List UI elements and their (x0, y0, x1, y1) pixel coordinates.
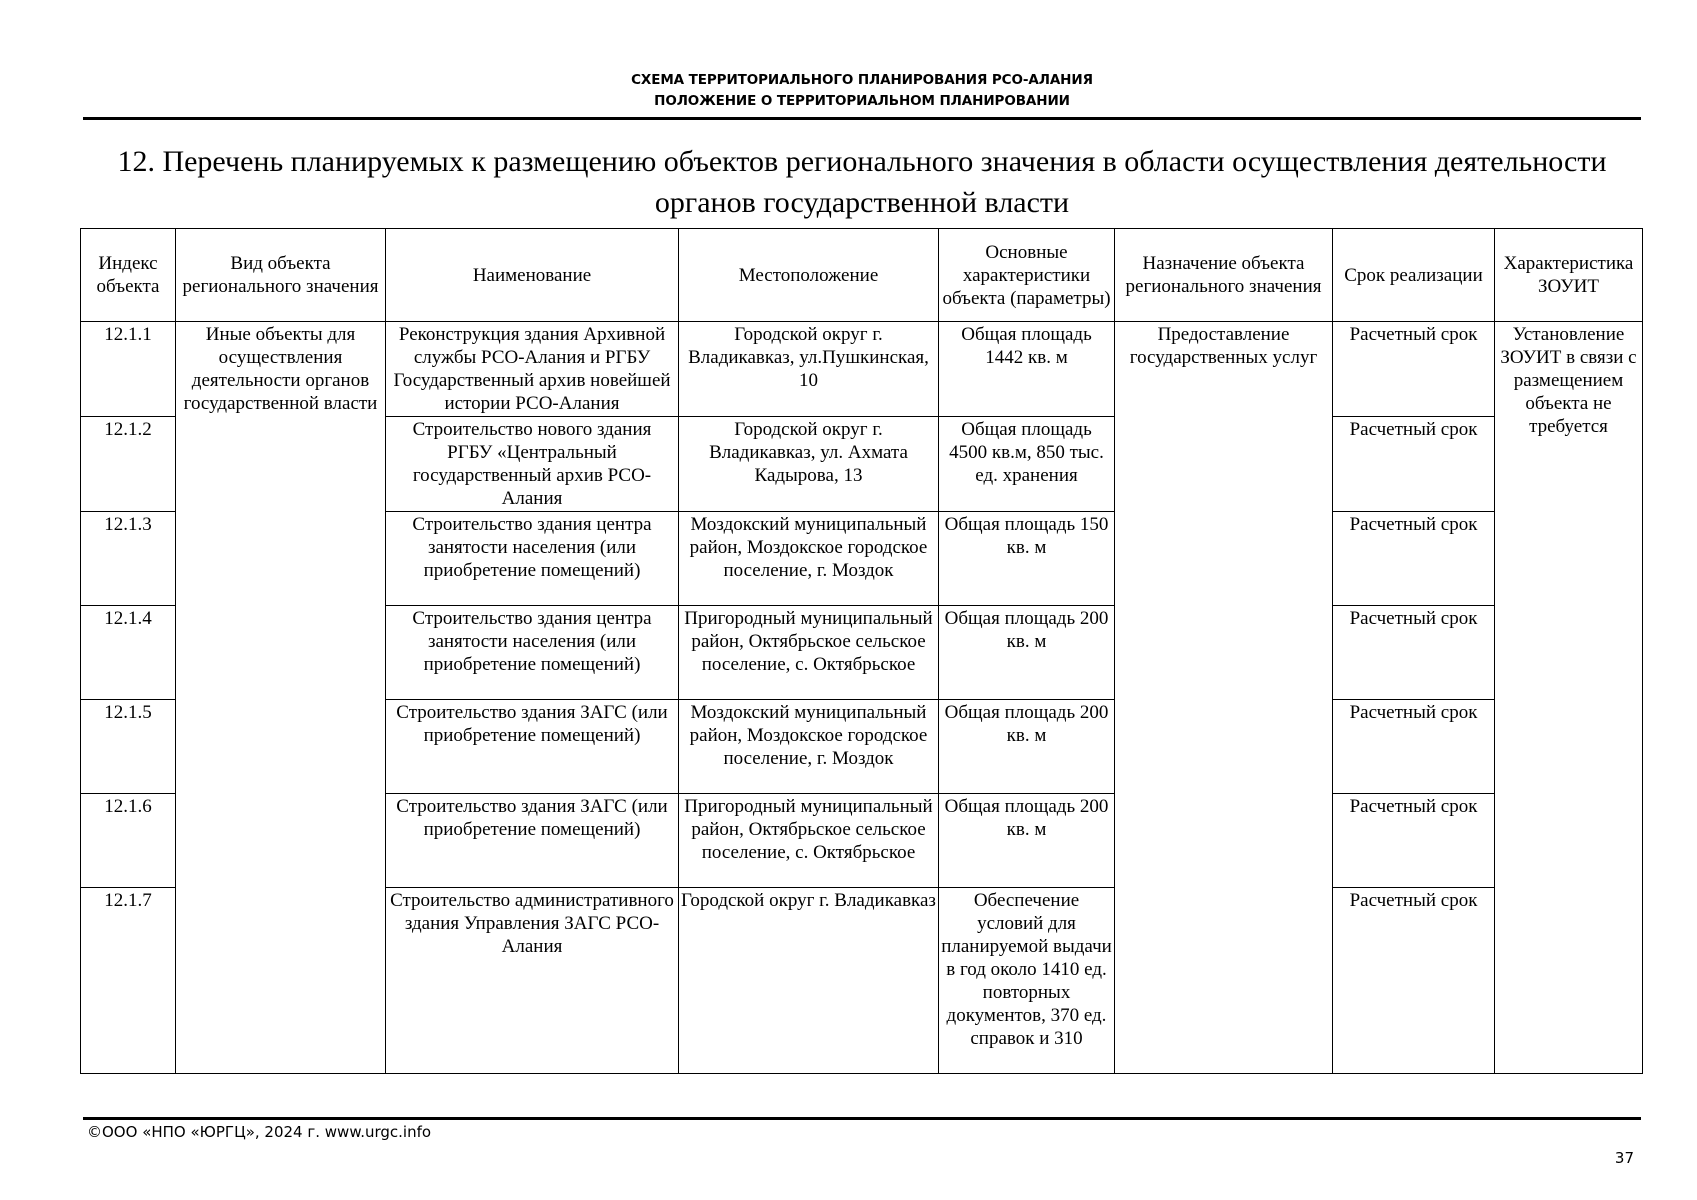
cell-name: Строительство здания ЗАГС (или приобретение помещений) (386, 794, 679, 888)
cell-index: 12.1.2 (81, 417, 176, 512)
cell-params: Общая площадь 200 кв. м (939, 794, 1115, 888)
cell-name: Строительство нового здания РГБУ «Центральный государственный архив РСО-Алания (386, 417, 679, 512)
cell-purpose: Предоставление государственных услуг (1115, 322, 1333, 1074)
cell-params: Общая площадь 150 кв. м (939, 512, 1115, 606)
cell-index: 12.1.4 (81, 606, 176, 700)
cell-term: Расчетный срок (1333, 606, 1495, 700)
cell-term: Расчетный срок (1333, 700, 1495, 794)
cell-name: Строительство здания ЗАГС (или приобретение помещений) (386, 700, 679, 794)
cell-index: 12.1.6 (81, 794, 176, 888)
cell-name: Реконструкция здания Архивной службы РСО-Алания и РГБУ Государственный архив новейшей истории РСО-Алания (386, 322, 679, 417)
header-index: Индекс объекта (81, 229, 176, 322)
cell-params: Общая площадь 200 кв. м (939, 700, 1115, 794)
cell-location: Городской округ г. Владикавказ, ул. Ахмата Кадырова, 13 (679, 417, 939, 512)
cell-location: Пригородный муниципальный район, Октябрьское сельское поселение, с. Октябрьское (679, 794, 939, 888)
cell-object-type: Иные объекты для осуществления деятельности органов государственной власти (176, 322, 386, 1074)
cell-name: Строительство здания центра занятости населения (или приобретение помещений) (386, 512, 679, 606)
cell-index: 12.1.3 (81, 512, 176, 606)
header-purpose: Назначение объекта регионального значения (1115, 229, 1333, 322)
document-header (83, 70, 1641, 112)
cell-params: Общая площадь 4500 кв.м, 850 тыс. ед. хранения (939, 417, 1115, 512)
section-title-line-1: 12. Перечень планируемых к размещению объектов регионального значения в области осуществления деятельности (117, 145, 1607, 178)
objects-table (80, 228, 1643, 1074)
cell-zouit: Установление ЗОУИТ в связи с размещением объекта не требуется (1495, 322, 1643, 1074)
cell-name: Строительство здания центра занятости населения (или приобретение помещений) (386, 606, 679, 700)
cell-term: Расчетный срок (1333, 417, 1495, 512)
cell-location: Городской округ г. Владикавказ, ул.Пушкинская, 10 (679, 322, 939, 417)
cell-index: 12.1.7 (81, 888, 176, 1074)
header-divider (83, 117, 1641, 120)
footer-copyright: ©ООО «НПО «ЮРГЦ», 2024 г. www.urgc.info (87, 1123, 432, 1141)
cell-location: Городской округ г. Владикавказ (679, 888, 939, 1074)
cell-term: Расчетный срок (1333, 888, 1495, 1074)
cell-location: Пригородный муниципальный район, Октябрьское сельское поселение, с. Октябрьское (679, 606, 939, 700)
cell-params: Общая площадь 1442 кв. м (939, 322, 1115, 417)
cell-term: Расчетный срок (1333, 322, 1495, 417)
header-line-2: ПОЛОЖЕНИЕ О ТЕРРИТОРИАЛЬНОМ ПЛАНИРОВАНИИ (654, 93, 1070, 109)
section-title-line-2: органов государственной власти (654, 186, 1070, 219)
header-object-type: Вид объекта регионального значения (176, 229, 386, 322)
cell-params: Обеспечение условий для планируемой выдачи в год около 1410 ед. повторных документов, 370 ед. справок и 310 (939, 888, 1115, 1074)
cell-params: Общая площадь 200 кв. м (939, 606, 1115, 700)
cell-index: 12.1.1 (81, 322, 176, 417)
cell-location: Моздокский муниципальный район, Моздокское городское поселение, г. Моздок (679, 512, 939, 606)
cell-term: Расчетный срок (1333, 512, 1495, 606)
cell-location: Моздокский муниципальный район, Моздокское городское поселение, г. Моздок (679, 700, 939, 794)
table-row (81, 322, 1643, 417)
header-name: Наименование (386, 229, 679, 322)
section-title (83, 141, 1641, 223)
footer-divider (83, 1117, 1641, 1120)
header-term: Срок реализации (1333, 229, 1495, 322)
header-location: Местоположение (679, 229, 939, 322)
cell-index: 12.1.5 (81, 700, 176, 794)
header-zouit: Характеристика ЗОУИТ (1495, 229, 1643, 322)
cell-name: Строительство административного здания Управления ЗАГС РСО-Алания (386, 888, 679, 1074)
header-params: Основные характеристики объекта (параметры) (939, 229, 1115, 322)
page-number: 37 (1614, 1149, 1634, 1167)
table-header-row (81, 229, 1643, 322)
cell-term: Расчетный срок (1333, 794, 1495, 888)
header-line-1: СХЕМА ТЕРРИТОРИАЛЬНОГО ПЛАНИРОВАНИЯ РСО-АЛАНИЯ (631, 72, 1093, 88)
